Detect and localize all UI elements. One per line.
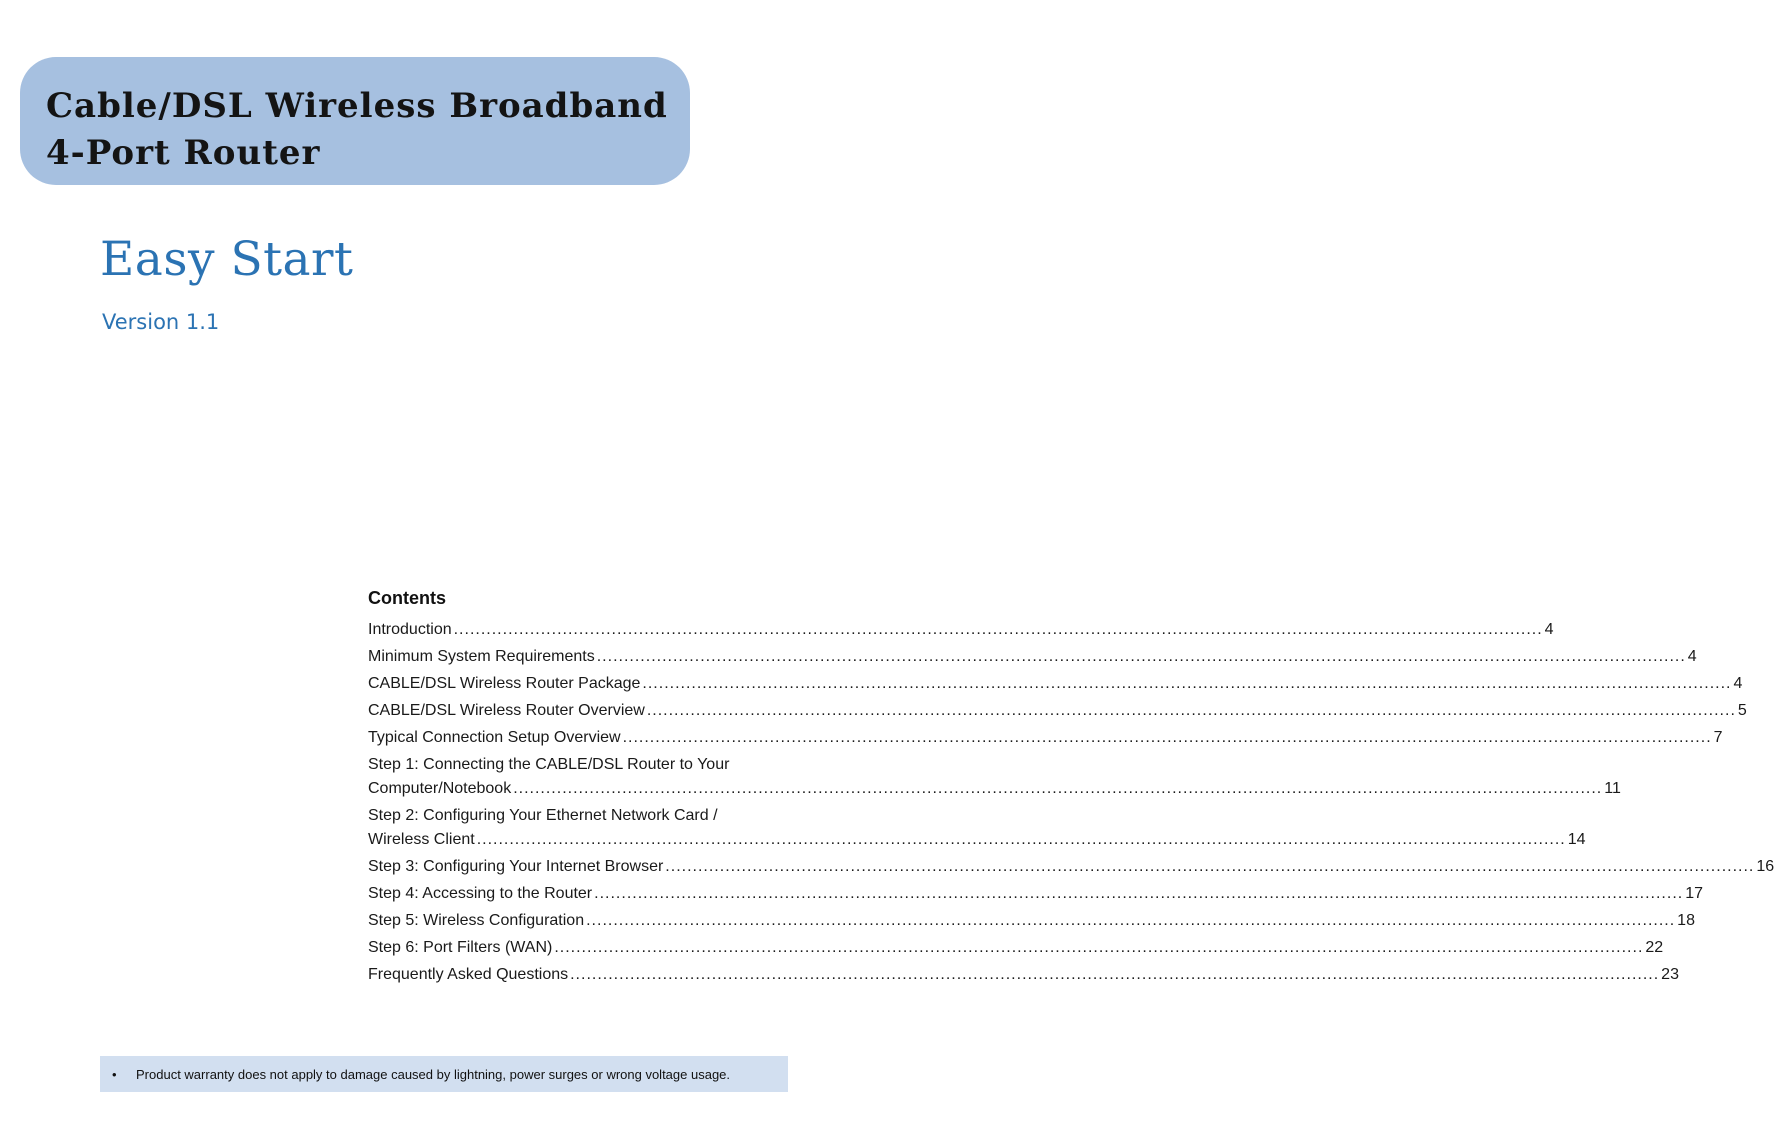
dot-leader: ........................................................................................................................................................................................................ [665, 858, 1755, 875]
document-title: Easy Start [100, 232, 354, 287]
toc-entry-title: Minimum System Requirements [368, 648, 595, 665]
toc-entry-title: CABLE/DSL Wireless Router Overview [368, 702, 645, 719]
toc-list [368, 618, 1774, 987]
toc-entry[interactable] [368, 726, 1723, 750]
toc-page-number: 18 [1677, 912, 1695, 929]
toc-entry-title: Wireless Client [368, 831, 475, 848]
toc-entry[interactable] [368, 672, 1743, 696]
title-banner [20, 57, 690, 185]
dot-leader: ........................................................................................................................................................................................................ [594, 885, 1684, 902]
toc-page-number: 5 [1737, 702, 1747, 719]
toc-page-number: 16 [1756, 858, 1774, 875]
toc-page-number: 4 [1687, 648, 1697, 665]
toc-page-number: 14 [1567, 831, 1586, 848]
notice-text: Product warranty does not apply to damage caused by lightning, power surges or wrong voltage usage. [136, 1066, 731, 1082]
toc-entry-title-line: Step 1: Connecting the CABLE/DSL Router to Your [368, 756, 730, 773]
toc-page-number: 7 [1713, 729, 1723, 746]
toc-page-number: 23 [1661, 966, 1679, 983]
toc-page-number: 11 [1604, 780, 1621, 797]
toc-entry-title: Step 5: Wireless Configuration [368, 912, 585, 929]
dot-leader: ........................................................................................................................................................................................................ [476, 831, 1566, 848]
dot-leader: ........................................................................................................................................................................................................ [622, 729, 1712, 746]
toc-page-number: 4 [1544, 621, 1554, 638]
notice-bullet: • [112, 1066, 117, 1082]
toc-page-number: 4 [1733, 675, 1743, 692]
toc-entry[interactable] [368, 645, 1697, 669]
toc-entry-title: Step 4: Accessing to the Router [368, 885, 593, 902]
product-title-line-2: 4-Port Router [46, 133, 321, 173]
toc-entry-title: Typical Connection Setup Overview [368, 729, 621, 746]
dot-leader: ........................................................................................................................................................................................................ [642, 675, 1732, 692]
toc-entry-title: Step 3: Configuring Your Internet Browser [368, 858, 664, 875]
toc-entry[interactable] [368, 963, 1679, 987]
toc-entry-title: CABLE/DSL Wireless Router Package [368, 675, 641, 692]
toc-entry-title: Computer/Notebook [368, 780, 512, 797]
dot-leader: ........................................................................................................................................................................................................ [453, 621, 1543, 638]
toc-entry[interactable] [368, 618, 1554, 642]
contents-heading: Contents [368, 588, 446, 608]
toc-entry[interactable] [368, 936, 1664, 960]
toc-page-number: 22 [1645, 939, 1664, 956]
dot-leader: ........................................................................................................................................................................................................ [596, 648, 1686, 665]
toc-entry-title-line: Step 2: Configuring Your Ethernet Network Card / [368, 807, 718, 824]
table-of-contents [368, 586, 1774, 990]
dot-leader: ........................................................................................................................................................................................................ [554, 939, 1644, 956]
dot-leader: ........................................................................................................................................................................................................ [570, 966, 1660, 983]
toc-entry-title: Frequently Asked Questions [368, 966, 569, 983]
toc-entry[interactable] [368, 699, 1747, 723]
toc-entry[interactable] [368, 804, 1586, 852]
dot-leader: ........................................................................................................................................................................................................ [646, 702, 1736, 719]
toc-entry[interactable] [368, 753, 1621, 801]
dot-leader: ........................................................................................................................................................................................................ [513, 780, 1603, 797]
toc-entry[interactable] [368, 855, 1774, 879]
product-title-line-1: Cable/DSL Wireless Broadband [46, 86, 668, 126]
toc-entry[interactable] [368, 882, 1703, 906]
toc-entry[interactable] [368, 909, 1695, 933]
toc-entry-title: Introduction [368, 621, 452, 638]
dot-leader: ........................................................................................................................................................................................................ [586, 912, 1676, 929]
toc-page-number: 17 [1685, 885, 1703, 902]
toc-entry-title: Step 6: Port Filters (WAN) [368, 939, 553, 956]
document-version: Version 1.1 [102, 310, 220, 334]
warranty-notice [100, 1056, 788, 1092]
